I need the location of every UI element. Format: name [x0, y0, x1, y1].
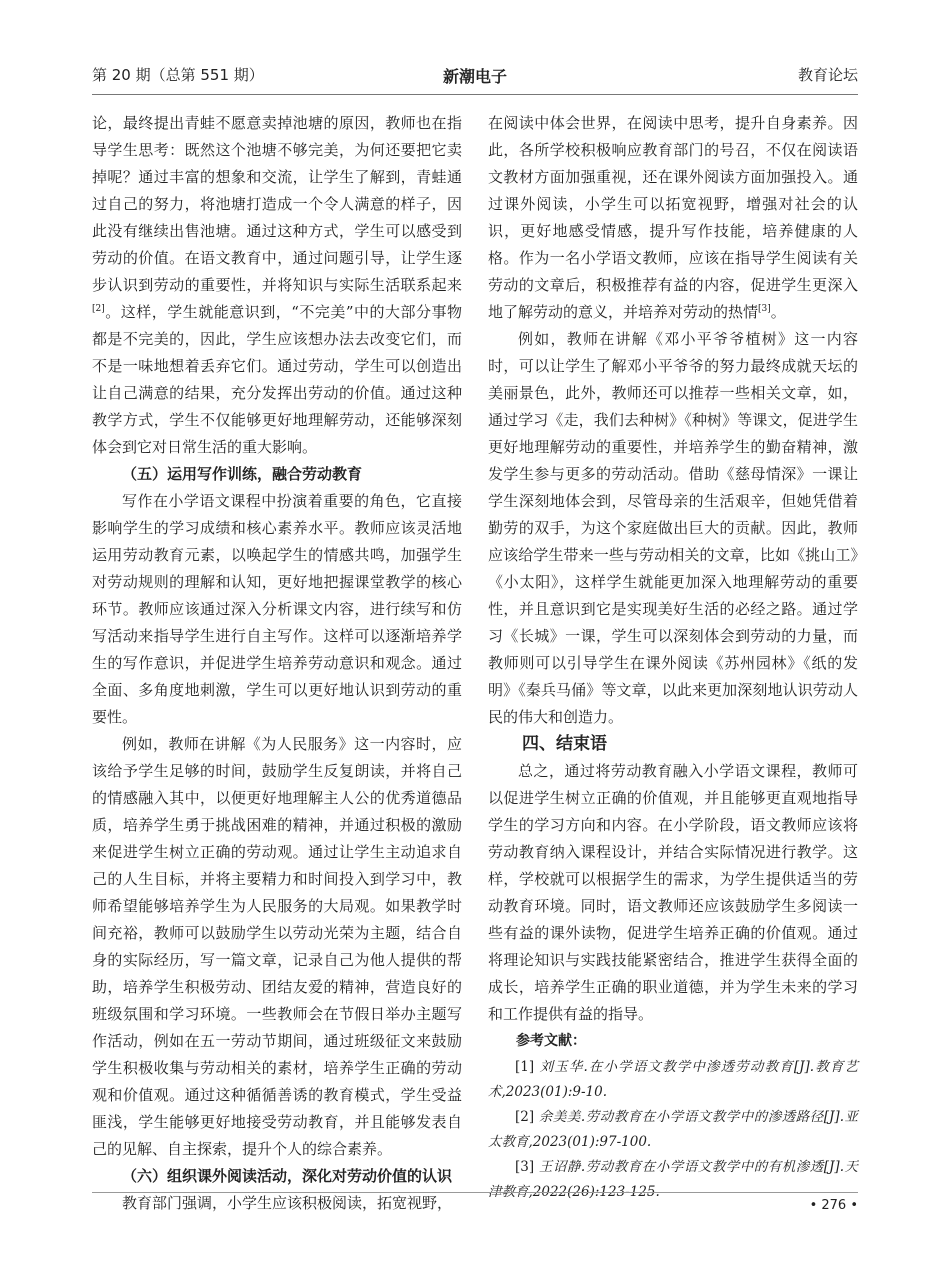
- paragraph: [92, 110, 462, 461]
- reference-number: [2]: [515, 1109, 535, 1125]
- reference-item: [488, 1155, 858, 1205]
- citation-ref: [2]: [92, 304, 105, 314]
- page-number: • 276 •: [809, 1198, 858, 1213]
- journal-title: 新潮电子: [442, 67, 507, 86]
- column-label: 教育论坛: [797, 66, 858, 84]
- paragraph-text: 在阅读中体会世界，在阅读中思考，提升自身素养。因此，各所学校积极响应教育部门的号召，不仅在阅读语文教材方面加强重视，还在课外阅读方面加强投入。通过课外阅读，小学生可以拓宽视野，增强对社会的认识，更好地感受情感，提升写作技能，培养健康的人格。作为一名小学语文教师，应该在指导学生阅读有关劳动的文章后，积极推荐有益的内容，促进学生更深入地了解劳动的意义，并培养对劳动的热情: [488, 114, 858, 321]
- footer-rule: [92, 1192, 858, 1193]
- issue-label: 第 20 期（总第 551 期）: [92, 66, 264, 84]
- paragraph: 总之，通过将劳动教育融入小学语文课程，教师可以促进学生树立正确的价值观，并且能够更直观地指导学生的学习方向和内容。在小学阶段，语文教师应该将劳动教育纳入课程设计，并结合实际情况进行教学。这样，学校就可以根据学生的需求，为学生提供适当的劳动教育环境。同时，语文教师还应该鼓励学生多阅读一些有益的课外读物，促进学生培养正确的价值观。通过将理论知识与实践技能紧密结合，推进学生获得全面的成长，培养学生正确的职业道德，并为学生未来的学习和工作提供有益的指导。: [488, 762, 858, 1023]
- paragraph: 例如，教师在讲解《为人民服务》这一内容时，应该给予学生足够的时间，鼓励学生反复朗读，并将自己的情感融入其中，以便更好地理解主人公的优秀道德品质，培养学生勇于挑战困难的精神，并通过积极的激励来促进学生树立正确的劳动观。通过让学生主动追求自己的人生目标，并将主要精力和时间投入到学习中，教师希望能够培养学生为人民服务的大局观。如果教学时间充裕，教师可以鼓励学生以劳动光荣为主题，结合自身的实际经历，写一篇文章，记录自己为他人提供的帮助，培养学生积极劳动、团结友爱的精神，营造良好的班级氛围和学习环境。一些教师会在节假日举办主题写作活动，例如在五一劳动节期间，通过班级征文来鼓励学生积极收集与劳动相关的素材，培养学生正确的劳动观和价值观。通过这种循循善诱的教育模式，学生受益匪浅，学生能够更好地接受劳动教育，并且能够发表自己的见解、自主探索，提升个人的综合素养。: [92, 735, 462, 1158]
- subsection-heading: （六）组织课外阅读活动，深化对劳动价值的认识: [122, 1167, 453, 1185]
- subsection-heading: （五）运用写作训练，融合劳动教育: [122, 465, 363, 483]
- reference-text: 王诏静.劳动教育在小学语文教学中的有机渗透[J].天津教育,2022(26):123-125.: [488, 1159, 858, 1200]
- paragraph: 教育部门强调，小学生应该积极阅读，拓宽视野，: [122, 1194, 453, 1212]
- left-column: [92, 110, 462, 1217]
- citation-ref: [3]: [758, 304, 771, 314]
- reference-number: [1]: [515, 1059, 535, 1075]
- paragraph: 写作在小学语文课程中扮演着重要的角色，它直接影响学生的学习成绩和核心素养水平。教师应该灵活地运用劳动教育元素，以唤起学生的情感共鸣，加强学生对劳动规则的理解和认知，更好地把握课堂教学的核心环节。教师应该通过深入分析课文内容，进行续写和仿写活动来指导学生进行自主写作。这样可以逐渐培养学生的写作意识，并促进学生培养劳动意识和观念。通过全面、多角度地刺激，学生可以更好地认识到劳动的重要性。: [92, 492, 462, 726]
- right-column: [488, 110, 858, 1205]
- paragraph-text: 。这样，学生就能意识到，“不完美”中的大部分事物都是不完美的，因此，学生应该想办法去改变它们，而不是一味地想着丢弃它们。通过劳动，学生可以创造出让自己满意的结果，充分发挥出劳动的价值。通过这种教学方式，学生不仅能够更好地理解劳动，还能够深刻体会到它对日常生活的重大影响。: [92, 303, 462, 456]
- reference-text: 刘玉华.在小学语文教学中渗透劳动教育[J].教育艺术,2023(01):9-10.: [488, 1059, 858, 1100]
- references-title: 参考文献：: [516, 1033, 586, 1049]
- header-rule: [92, 94, 858, 95]
- paragraph-text: 论，最终提出青蛙不愿意卖掉池塘的原因，教师也在指导学生思考：既然这个池塘不够完美，为何还要把它卖掉呢？通过丰富的想象和交流，让学生了解到，青蛙通过自己的努力，将池塘打造成一个令人满意的样子，因此没有继续出售池塘。通过这种方式，学生可以感受到劳动的价值。在语文教育中，通过问题引导，让学生逐步认识到劳动的重要性，并将知识与实际生活联系起来: [92, 114, 462, 294]
- reference-number: [3]: [515, 1159, 535, 1175]
- running-header: [92, 64, 858, 88]
- reference-item: [488, 1055, 858, 1105]
- reference-item: [488, 1105, 858, 1155]
- paragraph: [488, 110, 858, 326]
- paragraph: 例如，教师在讲解《邓小平爷爷植树》这一内容时，可以让学生了解邓小平爷爷的努力最终成就天坛的美丽景色，此外，教师还可以推荐一些相关文章，如，通过学习《走，我们去种树》《种树》等课文，促进学生更好地理解劳动的重要性，并培养学生的勤奋精神，激发学生参与更多的劳动活动。借助《慈母情深》一课让学生深刻地体会到，尽管母亲的生活艰辛，但她凭借着勤劳的双手，为这个家庭做出巨大的贡献。因此，教师应该给学生带来一些与劳动相关的文章，比如《挑山工》《小太阳》，这样学生就能更加深入地理解劳动的重要性，并且意识到它是实现美好生活的必经之路。通过学习《长城》一课，学生可以深刻体会到劳动的力量，而教师则可以引导学生在课外阅读《苏州园林》《纸的发明》《秦兵马俑》等文章，以此来更加深刻地认识劳动人民的伟大和创造力。: [488, 330, 858, 726]
- reference-text: 余美美.劳动教育在小学语文教学中的渗透路径[J].亚太教育,2023(01):97-100.: [488, 1109, 858, 1150]
- section-heading: 四、结束语: [522, 734, 607, 754]
- paragraph-text: 。: [770, 303, 786, 321]
